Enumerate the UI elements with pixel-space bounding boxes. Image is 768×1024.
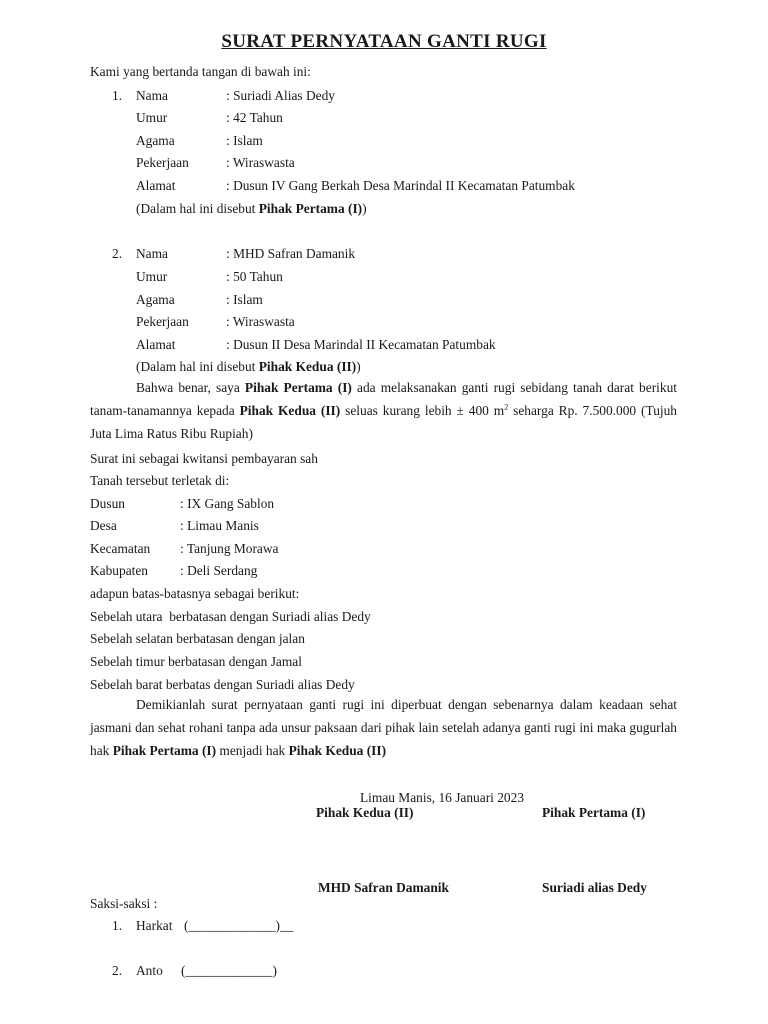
party-1-number: 1. (112, 88, 123, 103)
party-2-address-value: : Dusun II Desa Marindal II Kecamatan Patumbak (226, 337, 496, 352)
party-1-age-value: : 42 Tahun (226, 110, 283, 125)
party-2-job-value: : Wiraswasta (226, 314, 295, 329)
party-2-name-value: : MHD Safran Damanik (226, 246, 356, 261)
party-2-name-label: Nama (136, 246, 168, 261)
party-2-religion-label: Agama (136, 292, 175, 307)
witness-2-name: Anto (136, 963, 163, 978)
location-kecamatan-value: : Tanjung Morawa (180, 541, 279, 556)
witness-title: Saksi-saksi : (90, 896, 158, 911)
signature-left-title: Pihak Kedua (II) (316, 805, 414, 820)
party-1-name-label: Nama (136, 88, 168, 103)
location-dusun-label: Dusun (90, 496, 125, 511)
party-2-religion-value: : Islam (226, 292, 263, 307)
party-1-address-value: : Dusun IV Gang Berkah Desa Marindal II Kecamatan Patumbak (226, 178, 575, 193)
border-east: Sebelah timur berbatasan dengan Jamal (90, 654, 302, 669)
location-desa-value: : Limau Manis (180, 518, 259, 533)
location-kabupaten-label: Kabupaten (90, 563, 149, 578)
party-1-job-label: Pekerjaan (136, 155, 189, 170)
party-1-designation: (Dalam hal ini disebut Pihak Pertama (I)) (136, 201, 367, 216)
party-2-designation: (Dalam hal ini disebut Pihak Kedua (II)) (136, 359, 361, 374)
party-1-address-label: Alamat (136, 178, 176, 193)
party-1-age-label: Umur (136, 110, 168, 125)
border-north: Sebelah utara berbatasan dengan Suriadi alias Dedy (90, 609, 371, 624)
location-kabupaten-value: : Deli Serdang (180, 563, 258, 578)
witness-2-number: 2. (112, 963, 123, 978)
location-dusun-value: : IX Gang Sablon (180, 496, 275, 511)
closing-paragraph: Demikianlah surat pernyataan ganti rugi ini diperbuat dengan sebenarnya dalam keadaan sehat jasmani dan sehat rohani tanpa ada unsur paksaan dari pihak lain setelah adanya ganti rugi ini maka gugurlah hak Pihak Pertama (I) menjadi hak Pihak Kedua (II) (90, 697, 677, 758)
location-kecamatan-label: Kecamatan (90, 541, 151, 556)
signature-right-name: Suriadi alias Dedy (542, 880, 647, 895)
party-2-age-label: Umur (136, 269, 168, 284)
location-intro: Tanah tersebut terletak di: (90, 473, 230, 488)
party-2-age-value: : 50 Tahun (226, 269, 283, 284)
party-2-address-label: Alamat (136, 337, 176, 352)
statement-paragraph: Bahwa benar, saya Pihak Pertama (I) ada melaksanakan ganti rugi sebidang tanah darat berikut tanam-tanamannya kepada Pihak Kedua (II) seluas kurang lebih ± 400 $m^2$ seharga Rp. 7.500.000 (Tujuh Juta Lima Ratus Ribu Rupiah) (90, 380, 677, 441)
party-1-religion-label: Agama (136, 133, 175, 148)
witness-1-name: Harkat (136, 918, 173, 933)
party-1-job-value: : Wiraswasta (226, 155, 295, 170)
document-title: SURAT PERNYATAAN GANTI RUGI (221, 31, 547, 52)
intro-text: Kami yang bertanda tangan di bawah ini: (90, 64, 311, 79)
border-west: Sebelah barat berbatas dengan Suriadi alias Dedy (90, 677, 355, 692)
party-1-name-value: : Suriadi Alias Dedy (226, 88, 335, 103)
signature-right-title: Pihak Pertama (I) (542, 805, 646, 820)
witness-1-signature-line: (_____________)__ (184, 918, 294, 933)
witness-2-signature-line: (_____________) (181, 963, 277, 978)
border-south: Sebelah selatan berbatasan dengan jalan (90, 631, 305, 646)
location-desa-label: Desa (90, 518, 117, 533)
party-2-job-label: Pekerjaan (136, 314, 189, 329)
borders-intro: adapun batas-batasnya sebagai berikut: (90, 586, 300, 601)
signature-left-name: MHD Safran Damanik (318, 880, 449, 895)
witness-1-number: 1. (112, 918, 123, 933)
date-place: Limau Manis, 16 Januari 2023 (360, 790, 525, 805)
party-2-number: 2. (112, 246, 123, 261)
receipt-statement: Surat ini sebagai kwitansi pembayaran sah (90, 451, 318, 466)
party-1-religion-value: : Islam (226, 133, 263, 148)
